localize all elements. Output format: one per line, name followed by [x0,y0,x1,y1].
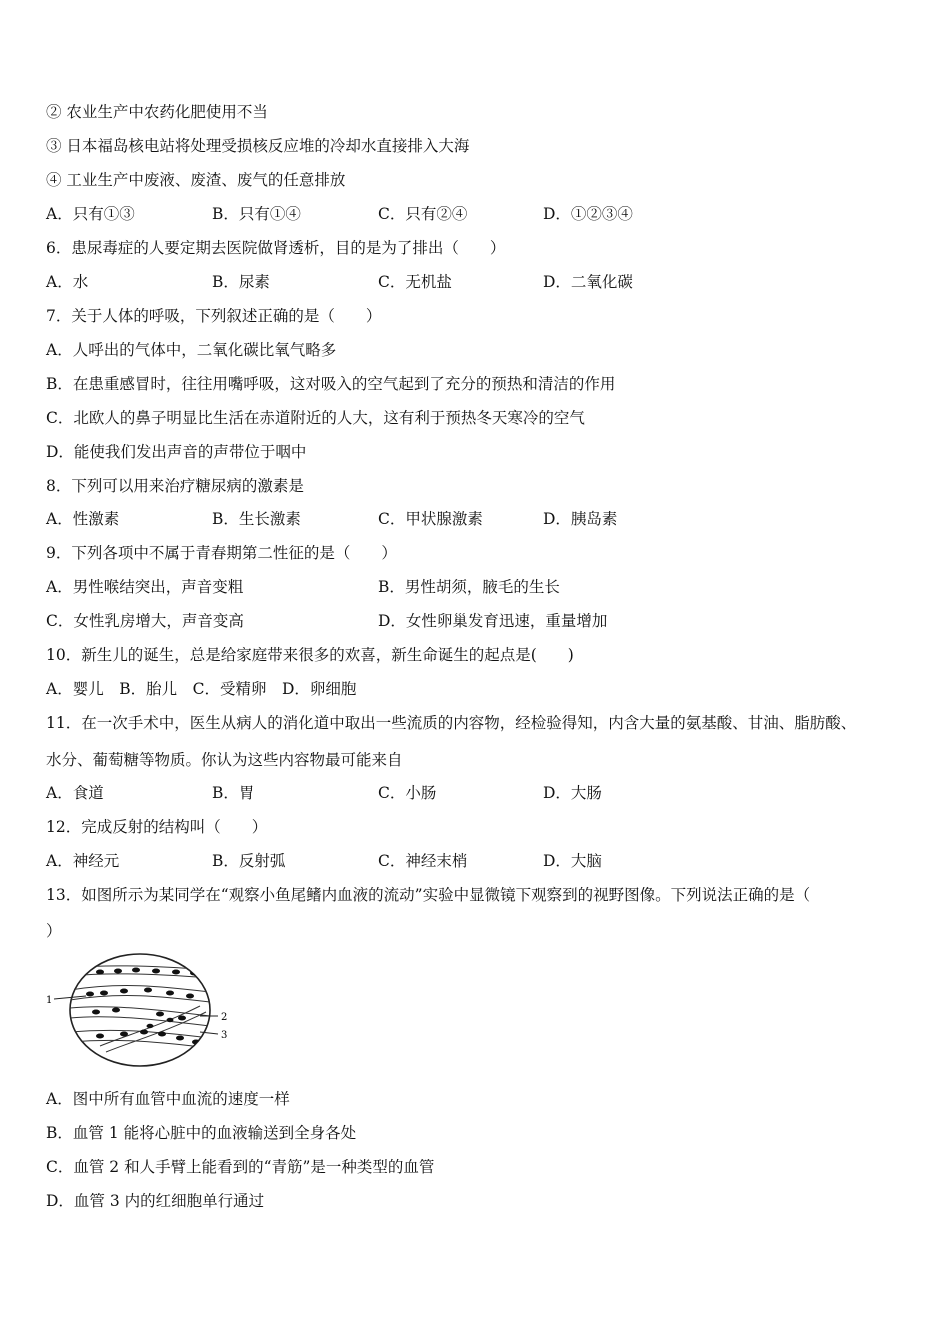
q11-stem-line1: 11．在一次手术中，医生从病人的消化道中取出一些流质的内容物，经检验得知，内含大量的氨基酸、甘油、脂肪酸、 [46,714,857,732]
q6-option-d: D．二氧化碳 [543,273,633,291]
q12-option-c: C．神经末梢 [378,852,468,870]
q8-option-b: B．生长激素 [212,510,301,528]
q13-stem-line1: 13．如图所示为某同学在“观察小鱼尾鳍内血液的流动”实验中显微镜下观察到的视野图像。下列说法正确的是（ [46,886,811,904]
q8-stem: 8．下列可以用来治疗糖尿病的激素是 [46,477,304,495]
q6-option-b: B．尿素 [212,273,270,291]
q11-option-c: C．小肠 [378,784,437,802]
q8-option-d: D．胰岛素 [543,510,618,528]
q6-option-a: A．水 [46,273,89,291]
q13-option-a: A．图中所有血管中血流的速度一样 [46,1090,290,1108]
q5-item-3: ③ 日本福岛核电站将处理受损核反应堆的冷却水直接排入大海 [46,137,470,155]
q12-option-a: A．神经元 [46,852,120,870]
q5-item-2: ② 农业生产中农药化肥使用不当 [46,103,268,121]
q9-option-b: B．男性胡须，腋毛的生长 [378,578,560,596]
figure-label-2: 2 [221,1012,228,1023]
q5-option-d: D．①②③④ [543,205,633,223]
q7-stem: 7．关于人体的呼吸，下列叙述正确的是（ ） [46,307,382,325]
q11-option-d: D．大肠 [543,784,602,802]
q12-option-b: B．反射弧 [212,852,286,870]
q7-option-a: A．人呼出的气体中，二氧化碳比氧气略多 [46,341,337,359]
q5-option-c: C．只有②④ [378,205,468,223]
q12-stem: 12．完成反射的结构叫（ ） [46,818,268,836]
q6-stem: 6．患尿毒症的人要定期去医院做肾透析，目的是为了排出（ ） [46,239,506,257]
q9-stem: 9．下列各项中不属于青春期第二性征的是（ ） [46,544,397,562]
q12-option-d: D．大脑 [543,852,602,870]
microscope-field-circle [70,954,210,1066]
q9-option-a: A．男性喉结突出，声音变粗 [46,578,244,596]
q10-stem: 10．新生儿的诞生，总是给家庭带来很多的欢喜，新生命诞生的起点是( ) [46,646,574,664]
q10-options: A．婴儿 B．胎儿 C．受精卵 D．卵细胞 [46,680,357,698]
q13-option-d: D．血管 3 内的红细胞单行通过 [46,1192,265,1210]
figure-label-3: 3 [221,1030,228,1041]
q6-option-c: C．无机盐 [378,273,452,291]
q13-option-c: C．血管 2 和人手臂上能看到的“青筋”是一种类型的血管 [46,1158,435,1176]
figure-label-1: 1 [46,995,53,1006]
q11-option-b: B．胃 [212,784,255,802]
q13-stem-line2: ） [46,922,62,940]
q7-option-b: B．在患重感冒时，往往用嘴呼吸，这对吸入的空气起到了充分的预热和清洁的作用 [46,375,616,393]
q13-option-b: B．血管 1 能将心脏中的血液输送到全身各处 [46,1124,357,1142]
q5-option-a: A．只有①③ [46,205,135,223]
q9-option-c: C．女性乳房增大，声音变高 [46,612,244,630]
q7-option-c: C．北欧人的鼻子明显比生活在赤道附近的人大，这有利于预热冬天寒冷的空气 [46,409,585,427]
q9-option-d: D．女性卵巢发育迅速，重量增加 [378,612,608,630]
q7-option-d: D．能使我们发出声音的声带位于咽中 [46,443,307,461]
q5-item-4: ④ 工业生产中废液、废渣、废气的任意排放 [46,171,346,189]
q11-stem-line2: 水分、葡萄糖等物质。你认为这些内容物最可能来自 [46,751,403,769]
q8-option-c: C．甲状腺激素 [378,510,483,528]
blood-vessel-microscope-figure [40,946,240,1076]
q5-option-b: B．只有①④ [212,205,301,223]
q11-option-a: A．食道 [46,784,104,802]
q8-option-a: A．性激素 [46,510,120,528]
